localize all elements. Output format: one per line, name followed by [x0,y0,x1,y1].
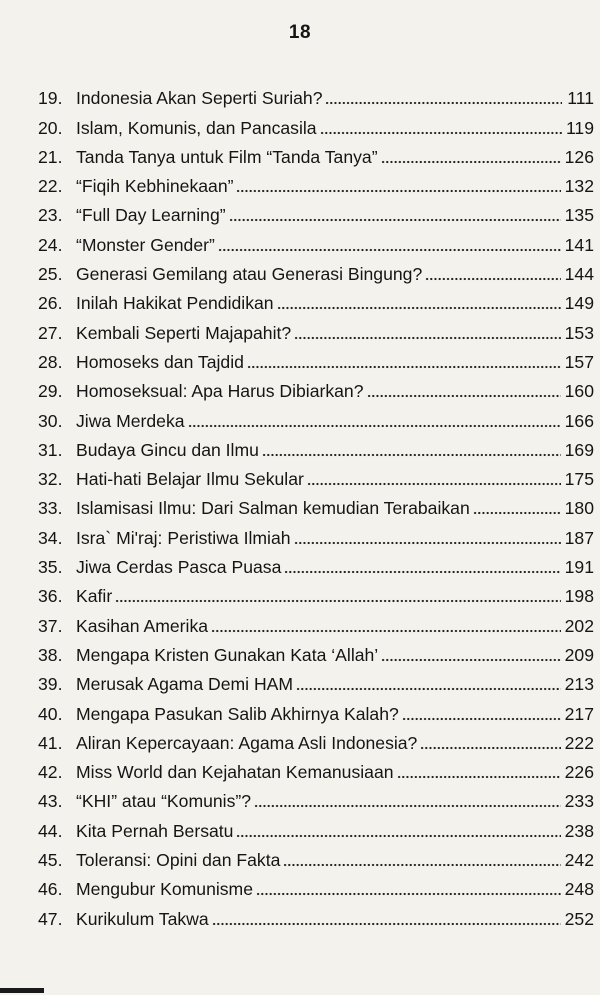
toc-entry [38,285,594,314]
dot-leader [247,354,561,369]
entry-number: 42. [38,762,63,783]
entry-title: Homoseksual: Apa Harus Dibiarkan? [76,381,364,402]
dot-leader [254,793,561,808]
entry-title: Toleransi: Opini dan Fakta [76,850,281,871]
entry-page-number: 144 [564,264,594,285]
toc-entry [38,344,594,373]
entry-page-number: 209 [564,644,594,665]
entry-page-number: 149 [564,293,594,314]
entry-page-number: 153 [564,322,594,343]
entry-title: Jiwa Merdeka [76,410,185,431]
toc-entry [38,109,594,138]
dot-leader [236,178,560,193]
toc-entry [38,812,594,841]
entry-number: 24. [38,234,63,255]
toc-entry [38,80,594,109]
entry-page-number: 233 [564,791,594,812]
entry-title: “Fiqih Kebhinekaan” [76,176,234,197]
toc-entry [38,139,594,168]
toc-entry [38,519,594,548]
entry-title: Homoseks dan Tajdid [76,351,244,372]
toc-entry [38,725,594,754]
dot-leader [294,325,560,340]
dot-leader [284,559,560,574]
dot-leader [296,676,561,691]
entry-page-number: 141 [564,234,594,255]
entry-page-number: 252 [564,908,594,929]
toc-entry [38,168,594,197]
toc-entry [38,461,594,490]
table-of-contents [38,80,594,930]
entry-page-number: 175 [564,469,594,490]
entry-title: Budaya Gincu dan Ilmu [76,439,259,460]
dot-leader [367,383,561,398]
dot-leader [473,500,561,515]
entry-number: 46. [38,879,63,900]
entry-title: Mengubur Komunisme [76,879,254,900]
toc-entry [38,783,594,812]
dot-leader [294,530,561,545]
entry-page-number: 166 [564,410,594,431]
dot-leader [256,881,561,896]
entry-page-number: 157 [564,351,594,372]
entry-title: Tanda Tanya untuk Film “Tanda Tanya” [76,146,378,167]
toc-entry [38,226,594,255]
entry-title: Mengapa Pasukan Salib Akhirnya Kalah? [76,703,399,724]
entry-number: 40. [38,703,63,724]
entry-number: 29. [38,381,63,402]
entry-title: Kurikulum Takwa [76,908,209,929]
dot-leader [307,471,561,486]
toc-entry [38,373,594,402]
entry-number: 36. [38,586,63,607]
toc-entry [38,432,594,461]
entry-number: 32. [38,469,63,490]
entry-number: 38. [38,644,63,665]
toc-entry [38,402,594,431]
dot-leader [420,735,560,750]
entry-number: 21. [38,146,63,167]
entry-number: 20. [38,117,63,138]
dot-leader [325,90,562,105]
toc-entry [38,314,594,343]
entry-page-number: 135 [564,205,594,226]
toc-entry [38,842,594,871]
entry-page-number: 242 [564,850,594,871]
entry-title: Generasi Gemilang atau Generasi Bingung? [76,264,423,285]
entry-title: Miss World dan Kejahatan Kemanusiaan [76,762,394,783]
toc-entry [38,871,594,900]
toc-entry [38,666,594,695]
entry-number: 30. [38,410,63,431]
entry-title: Kafir [76,586,113,607]
entry-number: 27. [38,322,63,343]
entry-title: Mengapa Kristen Gunakan Kata ‘Allah’ [76,644,379,665]
dot-leader [397,764,561,779]
toc-entry [38,637,594,666]
entry-title: “Monster Gender” [76,234,215,255]
entry-title: Kita Pernah Bersatu [76,820,234,841]
toc-entry [38,490,594,519]
entry-title: Kembali Seperti Majapahit? [76,322,292,343]
entry-page-number: 180 [564,498,594,519]
entry-page-number: 119 [565,117,594,138]
entry-number: 23. [38,205,63,226]
entry-title: Hati-hati Belajar Ilmu Sekular [76,469,304,490]
entry-page-number: 238 [564,820,594,841]
entry-page-number: 160 [564,381,594,402]
dot-leader [229,207,561,222]
dot-leader [115,588,560,603]
dot-leader [320,120,562,135]
dot-leader [188,413,561,428]
dot-leader [283,852,560,867]
entry-number: 39. [38,674,63,695]
entry-page-number: 202 [564,615,594,636]
entry-page-number: 126 [564,146,594,167]
entry-title: Indonesia Akan Seperti Suriah? [76,88,323,109]
dot-leader [212,911,561,926]
entry-page-number: 187 [564,527,594,548]
entry-title: “Full Day Learning” [76,205,226,226]
toc-entry [38,549,594,578]
toc-entry [38,900,594,929]
entry-page-number: 169 [564,439,594,460]
entry-number: 44. [38,820,63,841]
dot-leader [262,442,561,457]
dot-leader [402,706,561,721]
entry-title: Aliran Kepercayaan: Agama Asli Indonesia? [76,732,418,753]
entry-title: Islamisasi Ilmu: Dari Salman kemudian Terabaikan [76,498,470,519]
entry-number: 22. [38,176,63,197]
entry-number: 37. [38,615,63,636]
entry-number: 33. [38,498,63,519]
entry-number: 41. [38,732,63,753]
toc-entry [38,607,594,636]
entry-page-number: 217 [564,703,594,724]
dot-leader [381,647,560,662]
page-edge-mark [0,988,44,993]
entry-page-number: 248 [564,879,594,900]
dot-leader [236,823,560,838]
entry-page-number: 132 [564,176,594,197]
entry-title: Isra` Mi'raj: Peristiwa Ilmiah [76,527,291,548]
entry-number: 43. [38,791,63,812]
entry-title: Inilah Hakikat Pendidikan [76,293,274,314]
entry-title: Merusak Agama Demi HAM [76,674,294,695]
entry-title: Kasihan Amerika [76,615,209,636]
entry-title: Jiwa Cerdas Pasca Puasa [76,557,282,578]
entry-page-number: 226 [564,762,594,783]
dot-leader [425,266,560,281]
dot-leader [211,618,561,633]
entry-page-number: 222 [564,732,594,753]
entry-title: Islam, Komunis, dan Pancasila [76,117,317,138]
entry-page-number: 213 [564,674,594,695]
entry-page-number: 191 [564,557,594,578]
toc-entry [38,754,594,783]
toc-entry [38,197,594,226]
entry-number: 47. [38,908,63,929]
entry-number: 25. [38,264,63,285]
entry-title: “KHI” atau “Komunis”? [76,791,252,812]
toc-entry [38,695,594,724]
dot-leader [218,237,561,252]
entry-page-number: 198 [564,586,594,607]
toc-entry [38,256,594,285]
page-number: 18 [288,22,312,43]
toc-entry [38,578,594,607]
dot-leader [277,295,561,310]
entry-number: 19. [38,88,63,109]
entry-number: 45. [38,850,63,871]
entry-number: 34. [38,527,63,548]
dot-leader [381,149,561,164]
entry-number: 35. [38,557,63,578]
entry-number: 26. [38,293,63,314]
entry-page-number: 111 [567,88,594,109]
entry-number: 31. [38,439,63,460]
entry-number: 28. [38,351,63,372]
